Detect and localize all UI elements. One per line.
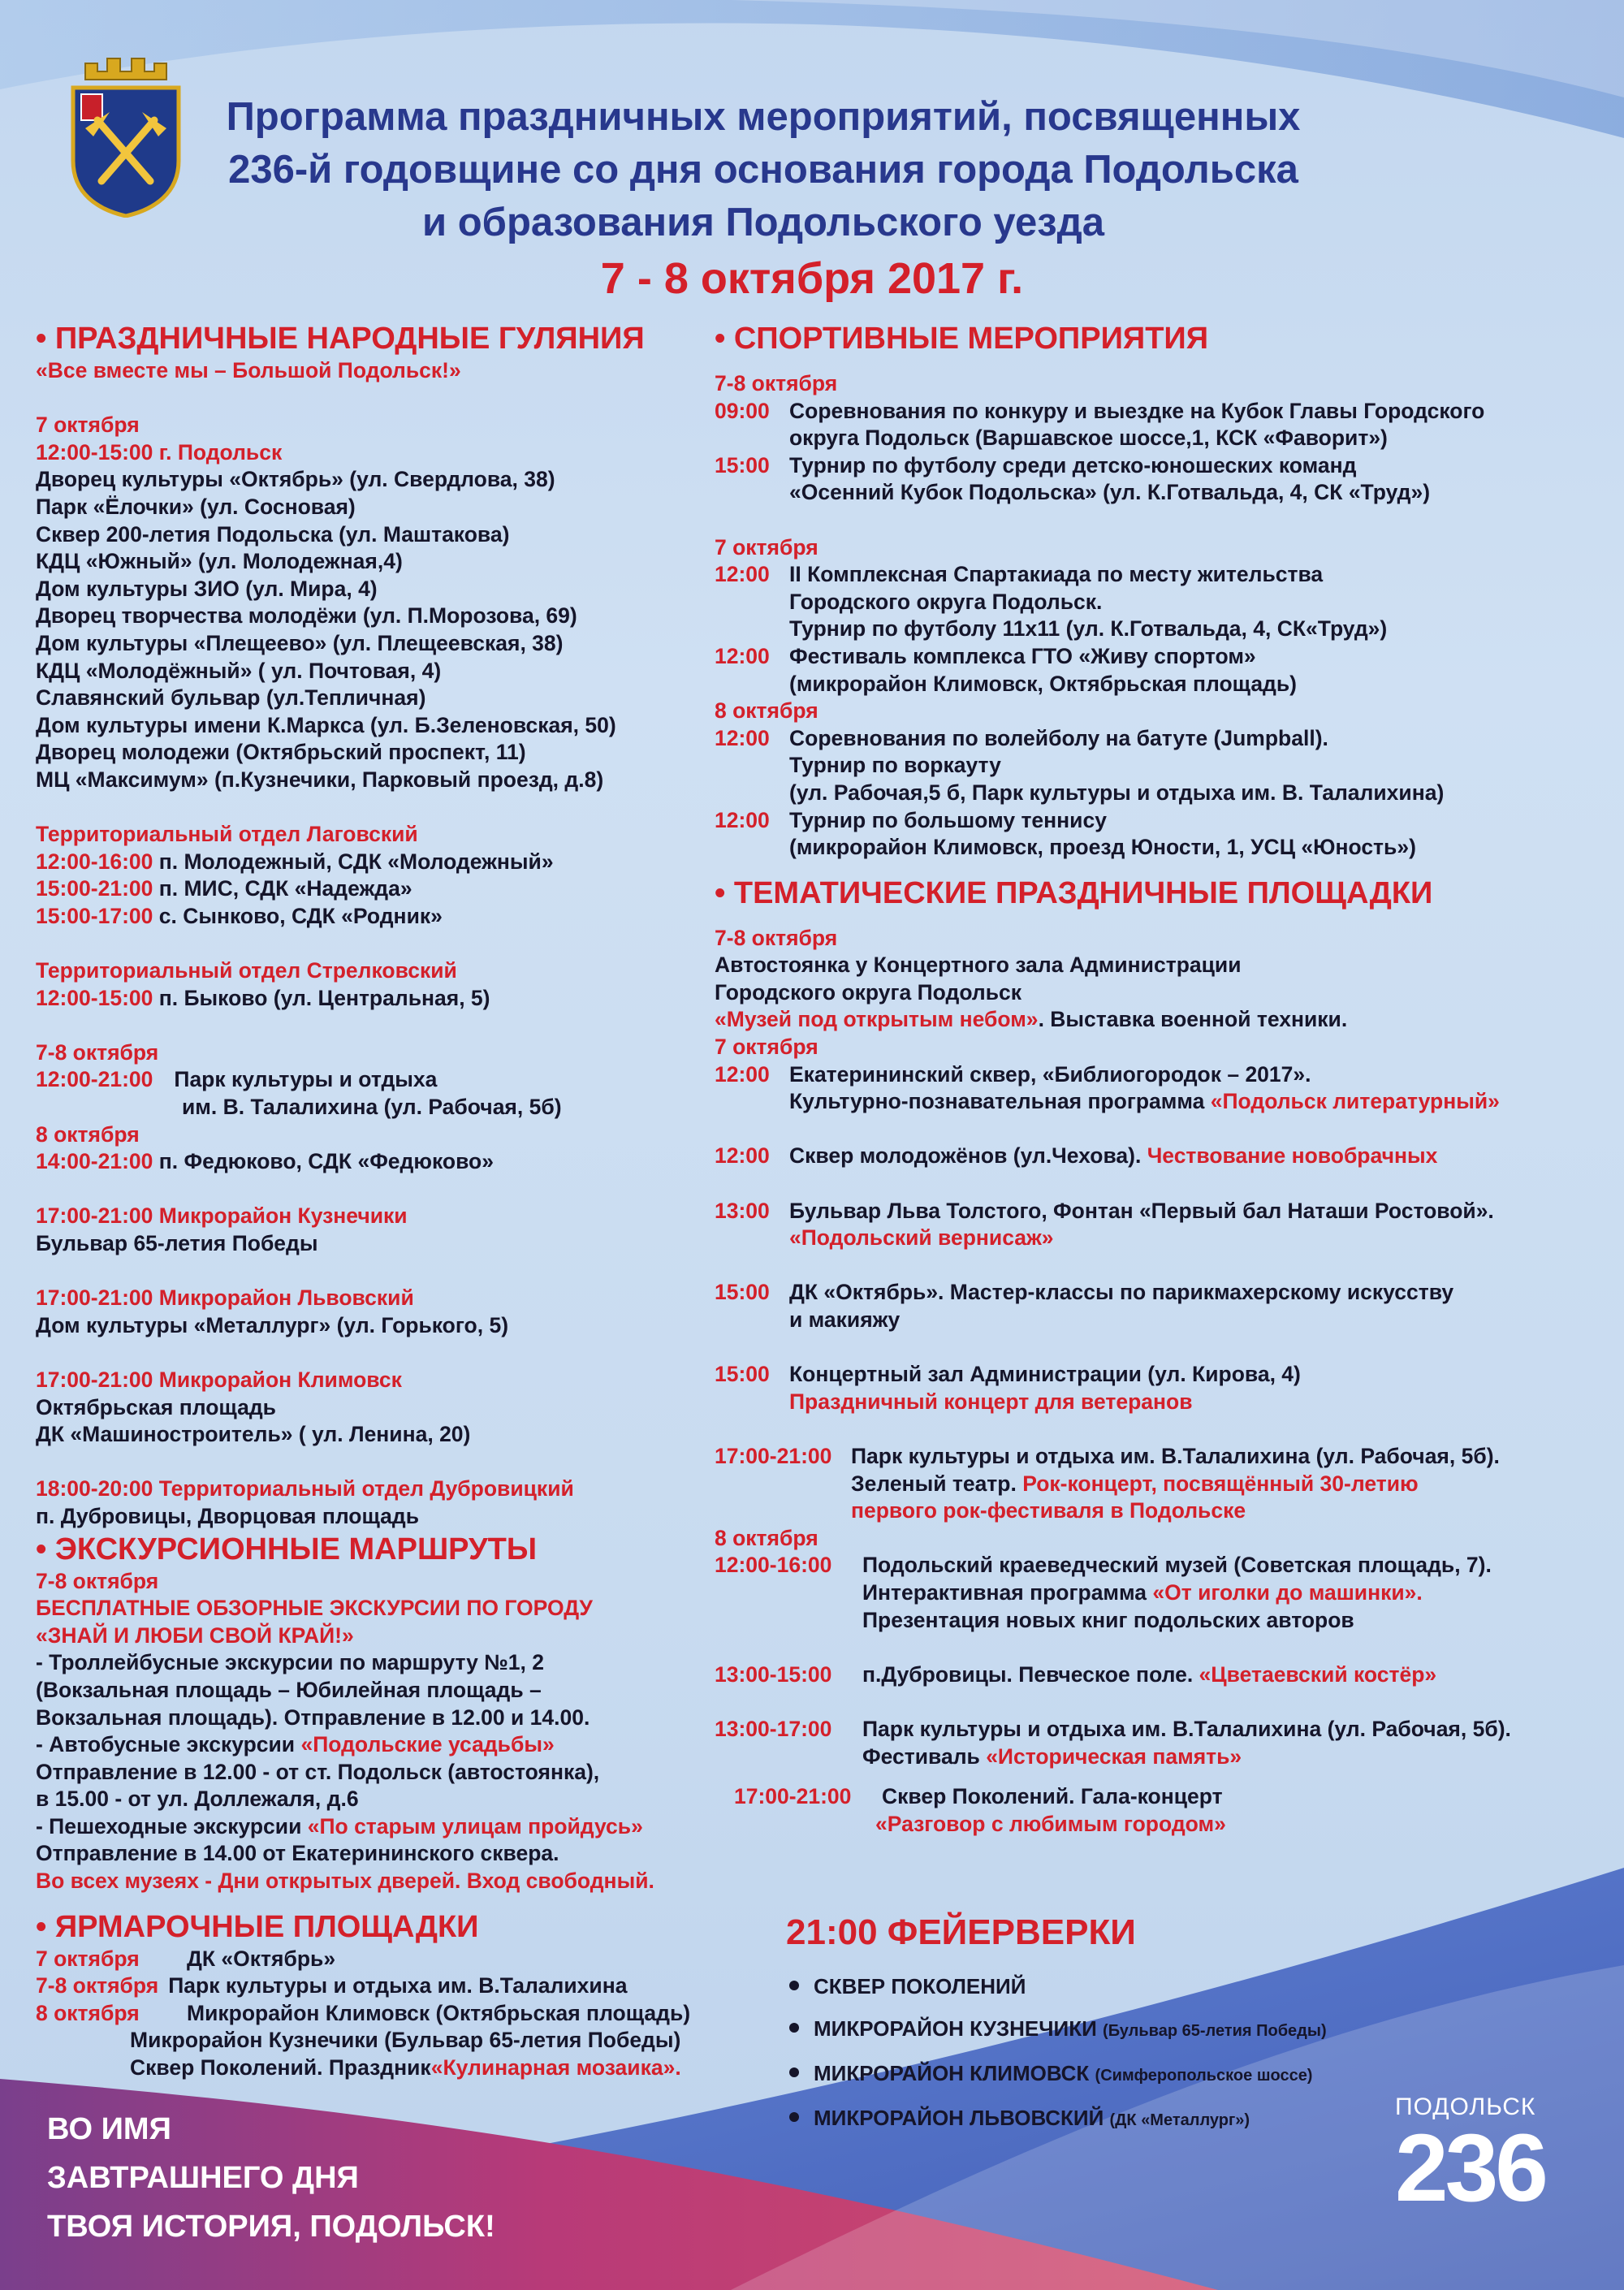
logo-number: 236 xyxy=(1395,2115,1545,2222)
fair-date: 8 октября xyxy=(36,2000,140,2025)
event-text: Парк культуры и отдыха им. В.Талалихина (ул. Рабочая, 5б). xyxy=(851,1443,1500,1468)
excursion-line: Вокзальная площадь). Отправление в 12.00 и 14.00. xyxy=(36,1705,590,1730)
venue-list-item: Дом культуры ЗИО (ул. Мира, 4) xyxy=(36,576,378,601)
event-text: Интерактивная программа xyxy=(862,1579,1153,1605)
section-title-sports: • СПОРТИВНЫЕ МЕРОПРИЯТИЯ xyxy=(715,322,1209,356)
excursion-walk-name: «По старым улицам пройдусь» xyxy=(307,1813,643,1838)
section-title-fairs: • ЯРМАРОЧНЫЕ ПЛОЩАДКИ xyxy=(36,1909,479,1944)
excursions-date: 7-8 октября xyxy=(36,1568,159,1593)
event-text: Подольский краеведческий музей (Советская площадь, 7). xyxy=(862,1553,1492,1578)
excursion-walk: - Пешеходные экскурсии xyxy=(36,1813,308,1838)
fair-place: Микрорайон Кузнечики (Бульвар 65-летия Победы) xyxy=(130,2028,681,2053)
fireworks-place: СКВЕР ПОКОЛЕНИЙ xyxy=(814,1974,1026,1998)
event-text: Зеленый театр. xyxy=(851,1471,1023,1496)
event-text: (микрорайон Климовск, проезд Юности, 1, УСЦ «Юность») xyxy=(789,835,1416,860)
event-highlight: «Разговор с любимым городом» xyxy=(875,1811,1226,1836)
dubrovitsy-place: п. Дубровицы, Дворцовая площадь xyxy=(36,1503,420,1528)
section-title-thematic: • ТЕМАТИЧЕСКИЕ ПРАЗДНИЧНЫЕ ПЛОЩАДКИ xyxy=(715,875,1433,910)
event-text: ДК «Октябрь». Мастер-классы по парикмахерскому искусству xyxy=(789,1280,1454,1305)
folk-subtitle: «Все вместе мы – Большой Подольск!» xyxy=(36,358,461,382)
event-time: 15:00 xyxy=(715,1280,770,1305)
event-highlight: «Подольский вернисаж» xyxy=(789,1225,1054,1251)
sports-date: 7 октября xyxy=(715,534,818,560)
venue-list-item: Дом культуры имени К.Маркса (ул. Б.Зеленовская, 50) xyxy=(36,712,616,737)
event-text: Турнир по воркауту xyxy=(789,753,1001,778)
event-highlight: «Историческая память» xyxy=(986,1743,1242,1769)
event-text: Соревнования по конкуру и выездке на Кубок Главы Городского xyxy=(789,398,1485,423)
dubrovitsy-title: 18:00-20:00 Территориальный отдел Дубровицкий xyxy=(36,1476,574,1501)
venue-list-item: Дворец творчества молодёжи (ул. П.Морозова, 69) xyxy=(36,603,577,629)
venue-list-item: Парк «Ёлочки» (ул. Сосновая) xyxy=(36,494,356,519)
park-text: Парк культуры и отдыха xyxy=(174,1067,438,1092)
fair-date: 7 октября xyxy=(36,1946,140,1971)
event-highlight: «От иголки до машинки». xyxy=(1152,1579,1423,1605)
event-text: Турнир по футболу 11х11 (ул. К.Готвальда, 4, СК«Труд») xyxy=(789,616,1388,642)
fireworks-note: (ДК «Металлург») xyxy=(1109,2111,1250,2129)
right-column xyxy=(715,320,1616,1838)
event-highlight: первого рок-фестиваля в Подольске xyxy=(851,1498,1246,1523)
event-highlight: Рок-концерт, посвящённый 30-летию xyxy=(1022,1471,1419,1496)
event-highlight: «Цветаевский костёр» xyxy=(1199,1661,1437,1687)
bullet-icon xyxy=(789,2112,799,2122)
event-highlight: Чествование новобрачных xyxy=(1147,1143,1438,1169)
event-highlight: Праздничный концерт для ветеранов xyxy=(789,1389,1193,1414)
event-text: Фестиваль комплекса ГТО «Живу спортом» xyxy=(789,643,1256,668)
event-time: 12:00 xyxy=(715,562,770,587)
event-time: 12:00 xyxy=(715,643,770,668)
event-time: 13:00-15:00 xyxy=(715,1661,832,1687)
folk-time-place: 12:00-15:00 г. Подольск xyxy=(36,439,283,464)
title-line-2: 236-й годовщине со дня основания города Подольска xyxy=(228,148,1298,192)
excursion-bus: - Автобусные экскурсии xyxy=(36,1732,301,1757)
lagovsky-place: п. МИС, СДК «Надежда» xyxy=(153,876,412,901)
slogan xyxy=(47,2105,495,2251)
slogan-line: ЗАВТРАШНЕГО ДНЯ xyxy=(47,2161,359,2195)
fedyukovo-date: 8 октября xyxy=(36,1121,140,1147)
bullet-icon xyxy=(789,2023,799,2033)
excursion-bus-name: «Подольские усадьбы» xyxy=(300,1732,555,1757)
venue-list-item: Сквер 200-летия Подольска (ул. Маштакова) xyxy=(36,521,510,547)
fedyukovo-time: 14:00-21:00 xyxy=(36,1149,153,1174)
left-column xyxy=(36,320,734,2082)
section-title-folk: • ПРАЗДНИЧНЫЕ НАРОДНЫЕ ГУЛЯНИЯ xyxy=(36,322,645,356)
title-line-3: и образования Подольского уезда xyxy=(422,201,1104,244)
kuznechiki-place: Бульвар 65-летия Победы xyxy=(36,1231,318,1255)
event-text: Соревнования по волейболу на батуте (Jumpball). xyxy=(789,725,1328,750)
fireworks-place: МИКРОРАЙОН КЛИМОВСК xyxy=(814,2061,1090,2085)
event-text: Екатерининский сквер, «Библиогородок – 2017». xyxy=(789,1061,1311,1087)
event-text: Турнир по большому теннису xyxy=(789,807,1107,832)
sports-date: 8 октября xyxy=(715,698,818,724)
venue-list-item: Славянский бульвар (ул.Тепличная) xyxy=(36,685,426,711)
venue-list-item: Дворец культуры «Октябрь» (ул. Свердлова, 38) xyxy=(36,467,555,492)
fireworks-note: (Симферопольское шоссе) xyxy=(1095,2067,1313,2085)
fireworks-item xyxy=(786,2052,1517,2097)
thematic-text: Автостоянка у Концертного зала Администрации xyxy=(715,953,1242,978)
folk-date: 7 октября xyxy=(36,413,140,438)
event-text: п.Дубровицы. Певческое поле. xyxy=(862,1661,1199,1687)
event-time: 12:00 xyxy=(715,807,770,832)
lagovsky-time: 12:00-16:00 xyxy=(36,849,153,874)
fireworks-place: МИКРОРАЙОН ЛЬВОВСКИЙ xyxy=(814,2106,1104,2130)
event-text: Концертный зал Администрации (ул. Кирова, 4) xyxy=(789,1362,1301,1387)
event-text: и макияжу xyxy=(789,1307,901,1332)
lagovsky-place: с. Сынково, СДК «Родник» xyxy=(153,903,443,928)
museums-note: Во всех музеях - Дни открытых дверей. Вход свободный. xyxy=(36,1869,654,1894)
klimovsk-title: 17:00-21:00 Микрорайон Климовск xyxy=(36,1367,402,1392)
event-text: Фестиваль xyxy=(862,1743,987,1769)
fair-place: ДК «Октябрь» xyxy=(187,1946,336,1971)
event-text: (микрорайон Климовск, Октябрьская площадь) xyxy=(789,671,1297,696)
sports-date: 7-8 октября xyxy=(715,371,838,395)
event-text: Турнир по футболу среди детско-юношеских команд xyxy=(789,452,1357,477)
event-time: 12:00 xyxy=(715,1061,770,1087)
excursions-subtitle-1: БЕСПЛАТНЫЕ ОБЗОРНЫЕ ЭКСКУРСИИ ПО ГОРОДУ xyxy=(36,1596,593,1621)
park-time: 12:00-21:00 xyxy=(36,1067,153,1092)
museum-open-air: «Музей под открытым небом» xyxy=(715,1007,1039,1032)
fireworks-place: МИКРОРАЙОН КУЗНЕЧИКИ xyxy=(814,2016,1097,2041)
thematic-text: . Выставка военной техники. xyxy=(1038,1007,1348,1032)
event-time: 13:00-17:00 xyxy=(715,1716,832,1741)
bullet-icon xyxy=(789,1981,799,1990)
event-text: Бульвар Льва Толстого, Фонтан «Первый бал Наташи Ростовой». xyxy=(789,1198,1494,1223)
lagovsky-title: Территориальный отдел Лаговский xyxy=(36,822,418,847)
lagovsky-time: 15:00-17:00 xyxy=(36,903,153,928)
excursion-line: в 15.00 - от ул. Доллежаля, д.6 xyxy=(36,1787,359,1812)
thematic-date: 8 октября xyxy=(715,1525,818,1550)
fireworks-title: 21:00 ФЕЙЕРВЕРКИ xyxy=(786,1912,1136,1952)
excursion-line: - Троллейбусные экскурсии по маршруту №1, 2 xyxy=(36,1650,545,1675)
venue-list-item: Дворец молодежи (Октябрьский проспект, 11) xyxy=(36,740,526,765)
fedyukovo-place: п. Федюково, СДК «Федюково» xyxy=(153,1149,494,1174)
fireworks-item xyxy=(786,2007,1517,2052)
event-time: 12:00-16:00 xyxy=(715,1553,832,1578)
section-title-excursions: • ЭКСКУРСИОННЫЕ МАРШРУТЫ xyxy=(36,1532,538,1566)
lvovsky-title: 17:00-21:00 Микрорайон Львовский xyxy=(36,1285,414,1311)
excursion-line: (Вокзальная площадь – Юбилейная площадь – xyxy=(36,1677,542,1702)
event-text: Парк культуры и отдыха им. В.Талалихина (ул. Рабочая, 5б). xyxy=(862,1716,1511,1741)
slogan-line: ТВОЯ ИСТОРИЯ, ПОДОЛЬСК! xyxy=(47,2210,495,2244)
park-date: 7-8 октября xyxy=(36,1039,159,1065)
event-time: 17:00-21:00 xyxy=(734,1784,852,1809)
thematic-text: Городского округа Подольск xyxy=(715,979,1021,1005)
event-text: «Осенний Кубок Подольска» (ул. К.Готвальда, 4, СК «Труд») xyxy=(789,480,1431,505)
park-text-2: им. В. Талалихина (ул. Рабочая, 5б) xyxy=(182,1095,562,1120)
fair-holiday-name: «Кулинарная мозаика». xyxy=(430,2055,681,2080)
coat-of-arms-icon xyxy=(65,47,187,218)
page-title xyxy=(195,91,1332,249)
event-time: 09:00 xyxy=(715,398,770,423)
event-time: 17:00-21:00 xyxy=(715,1443,832,1468)
event-text: округа Подольск (Варшавское шоссе,1, КСК «Фаворит») xyxy=(789,426,1388,451)
lagovsky-time: 15:00-21:00 xyxy=(36,876,153,901)
event-text: Культурно-познавательная программа xyxy=(789,1089,1211,1114)
strelkovsky-title: Территориальный отдел Стрелковский xyxy=(36,958,457,983)
title-line-1: Программа праздничных мероприятий, посвященных xyxy=(226,95,1301,139)
event-time: 12:00 xyxy=(715,1143,770,1169)
fair-place: Сквер Поколений. Праздник xyxy=(130,2055,431,2080)
event-text: II Комплексная Спартакиада по месту жительства xyxy=(789,562,1324,587)
event-time: 13:00 xyxy=(715,1198,770,1223)
fair-place: Парк культуры и отдыха им. В.Талалихина xyxy=(168,1973,628,1998)
venue-list-item: КДЦ «Южный» (ул. Молодежная,4) xyxy=(36,549,403,574)
lvovsky-place: Дом культуры «Металлург» (ул. Горького, 5) xyxy=(36,1312,509,1337)
event-dates: 7 - 8 октября 2017 г. xyxy=(600,254,1024,303)
event-highlight: «Подольск литературный» xyxy=(1210,1089,1500,1114)
bullet-icon xyxy=(789,2067,799,2077)
event-text: Сквер Поколений. Гала-концерт xyxy=(882,1784,1223,1809)
strelkovsky-time: 12:00-15:00 xyxy=(36,985,153,1010)
fair-date: 7-8 октября xyxy=(36,1973,159,1998)
strelkovsky-place: п. Быково (ул. Центральная, 5) xyxy=(153,985,490,1010)
event-time: 12:00 xyxy=(715,725,770,750)
kuznechiki-title: 17:00-21:00 Микрорайон Кузнечики xyxy=(36,1203,408,1229)
excursions-subtitle-2: «ЗНАЙ И ЛЮБИ СВОЙ КРАЙ!» xyxy=(36,1622,354,1648)
lagovsky-place: п. Молодежный, СДК «Молодежный» xyxy=(153,849,554,874)
event-time: 15:00 xyxy=(715,1362,770,1387)
venue-list-item: Дом культуры «Плещеево» (ул. Плещеевская, 38) xyxy=(36,630,564,655)
event-text: Сквер молодожёнов (ул.Чехова). xyxy=(789,1143,1147,1169)
thematic-date: 7-8 октября xyxy=(715,925,838,950)
event-text: Презентация новых книг подольских авторов xyxy=(862,1607,1354,1632)
thematic-date: 7 октября xyxy=(715,1035,818,1060)
venue-list-item: КДЦ «Молодёжный» ( ул. Почтовая, 4) xyxy=(36,658,442,683)
event-text: (ул. Рабочая,5 б, Парк культуры и отдыха им. В. Талалихина) xyxy=(789,780,1445,805)
event-time: 15:00 xyxy=(715,452,770,477)
fair-place: Микрорайон Климовск (Октябрьская площадь) xyxy=(187,2000,691,2025)
event-text: Городского округа Подольск. xyxy=(789,589,1103,614)
venue-list-item: МЦ «Максимум» (п.Кузнечики, Парковый проезд, д.8) xyxy=(36,767,604,792)
slogan-line: ВО ИМЯ xyxy=(47,2112,171,2146)
fireworks-note: (Бульвар 65-летия Победы) xyxy=(1103,2022,1327,2040)
logo-text: ПОДОЛЬСК xyxy=(1395,2093,1536,2120)
klimovsk-place-2: ДК «Машиностроитель» ( ул. Ленина, 20) xyxy=(36,1422,471,1447)
excursion-line: Отправление в 12.00 - от ст. Подольск (автостоянка), xyxy=(36,1759,600,1784)
klimovsk-place-1: Октябрьская площадь xyxy=(36,1394,276,1419)
excursion-line: Отправление в 14.00 от Екатерининского сквера. xyxy=(36,1841,559,1866)
fireworks-item xyxy=(786,1965,1517,2007)
